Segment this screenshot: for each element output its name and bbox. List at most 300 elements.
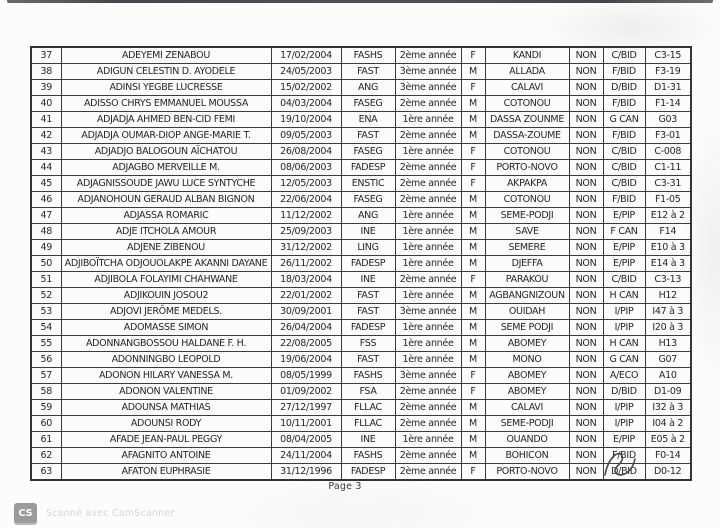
room-code: H12 <box>645 288 691 304</box>
student-name: ADISSO CHRYS EMMANUEL MOUSSA <box>61 96 271 112</box>
study-year: 1ère année <box>395 112 461 128</box>
city: AKPAKPA <box>485 176 569 192</box>
birth-date: 19/10/2004 <box>271 112 341 128</box>
table-row <box>31 320 691 336</box>
table-row <box>31 448 691 464</box>
option-flag: NON <box>569 464 603 481</box>
row-number: 38 <box>31 64 61 80</box>
room-code: E14 à 3 <box>645 256 691 272</box>
row-number: 53 <box>31 304 61 320</box>
gender: F <box>461 464 485 481</box>
table-row <box>31 272 691 288</box>
option-flag: NON <box>569 256 603 272</box>
room-code: I20 à 3 <box>645 320 691 336</box>
student-roster-table <box>30 46 692 481</box>
row-number: 51 <box>31 272 61 288</box>
option-flag: NON <box>569 112 603 128</box>
center-code: E/PIP <box>603 208 645 224</box>
center-code: E/PIP <box>603 240 645 256</box>
birth-date: 26/11/2002 <box>271 256 341 272</box>
city: AGBANGNIZOUN <box>485 288 569 304</box>
student-name: ADEYEMI ZENABOU <box>61 47 271 64</box>
table-row <box>31 112 691 128</box>
student-name: ADOMASSE SIMON <box>61 320 271 336</box>
option-flag: NON <box>569 400 603 416</box>
faculty-code: FAST <box>341 304 395 320</box>
scan-edge-artifact <box>7 0 713 3</box>
table-row <box>31 160 691 176</box>
birth-date: 08/04/2005 <box>271 432 341 448</box>
row-number: 56 <box>31 352 61 368</box>
row-number: 63 <box>31 464 61 481</box>
faculty-code: FAST <box>341 288 395 304</box>
option-flag: NON <box>569 368 603 384</box>
gender: F <box>461 368 485 384</box>
faculty-code: INE <box>341 272 395 288</box>
center-code: E/PIP <box>603 256 645 272</box>
study-year: 3ème année <box>395 64 461 80</box>
faculty-code: FADESP <box>341 256 395 272</box>
student-name: ADJADJO BALOGOUN AÏCHATOU <box>61 144 271 160</box>
room-code: D1-31 <box>645 80 691 96</box>
room-code: I32 à 3 <box>645 400 691 416</box>
city: SEME-PODJI <box>485 416 569 432</box>
room-code: F1-14 <box>645 96 691 112</box>
room-code: D0-12 <box>645 464 691 481</box>
center-code: G CAN <box>603 112 645 128</box>
student-name: ADJANOHOUN GERAUD ALBAN BIGNON <box>61 192 271 208</box>
city: SEME PODJI <box>485 320 569 336</box>
faculty-code: FAST <box>341 352 395 368</box>
faculty-code: ANG <box>341 208 395 224</box>
study-year: 1ère année <box>395 352 461 368</box>
birth-date: 04/03/2004 <box>271 96 341 112</box>
student-name: ADJOVI JERÔME MEDELS. <box>61 304 271 320</box>
study-year: 3ème année <box>395 368 461 384</box>
room-code: F1-05 <box>645 192 691 208</box>
page-number: Page 3 <box>328 481 362 492</box>
study-year: 1ère année <box>395 240 461 256</box>
option-flag: NON <box>569 144 603 160</box>
birth-date: 24/11/2004 <box>271 448 341 464</box>
birth-date: 26/04/2004 <box>271 320 341 336</box>
city: COTONOU <box>485 192 569 208</box>
gender: F <box>461 80 485 96</box>
birth-date: 19/06/2004 <box>271 352 341 368</box>
city: DASSA ZOUNME <box>485 112 569 128</box>
table-row <box>31 224 691 240</box>
study-year: 1ère année <box>395 208 461 224</box>
center-code: F/BID <box>603 128 645 144</box>
table-row <box>31 416 691 432</box>
study-year: 2ème année <box>395 464 461 481</box>
gender: M <box>461 112 485 128</box>
study-year: 2ème année <box>395 400 461 416</box>
birth-date: 25/09/2003 <box>271 224 341 240</box>
student-name: ADOUNSI RODY <box>61 416 271 432</box>
table-row <box>31 47 691 64</box>
faculty-code: FSA <box>341 384 395 400</box>
faculty-code: FASEG <box>341 144 395 160</box>
faculty-code: ENSTIC <box>341 176 395 192</box>
room-code: I04 à 2 <box>645 416 691 432</box>
row-number: 41 <box>31 112 61 128</box>
center-code: C/BID <box>603 176 645 192</box>
student-name: ADJIBOLA FOLAYIMI CHAHWANE <box>61 272 271 288</box>
room-code: F3-01 <box>645 128 691 144</box>
room-code: E10 à 3 <box>645 240 691 256</box>
table-row <box>31 96 691 112</box>
study-year: 2ème année <box>395 192 461 208</box>
city: KANDI <box>485 47 569 64</box>
row-number: 47 <box>31 208 61 224</box>
birth-date: 22/06/2004 <box>271 192 341 208</box>
option-flag: NON <box>569 176 603 192</box>
row-number: 45 <box>31 176 61 192</box>
center-code: C/BID <box>603 160 645 176</box>
birth-date: 08/06/2003 <box>271 160 341 176</box>
city: OUIDAH <box>485 304 569 320</box>
birth-date: 27/12/1997 <box>271 400 341 416</box>
row-number: 60 <box>31 416 61 432</box>
table-row <box>31 192 691 208</box>
center-code: F/BID <box>603 448 645 464</box>
row-number: 37 <box>31 47 61 64</box>
student-name: ADJADJA AHMED BEN-CID FEMI <box>61 112 271 128</box>
table-row <box>31 288 691 304</box>
city: OUANDO <box>485 432 569 448</box>
table-row <box>31 64 691 80</box>
room-code: F0-14 <box>645 448 691 464</box>
study-year: 3ème année <box>395 304 461 320</box>
option-flag: NON <box>569 224 603 240</box>
center-code: H CAN <box>603 336 645 352</box>
row-number: 59 <box>31 400 61 416</box>
faculty-code: FLLAC <box>341 416 395 432</box>
gender: M <box>461 400 485 416</box>
room-code: C3-13 <box>645 272 691 288</box>
study-year: 1ère année <box>395 432 461 448</box>
student-name: ADJASSA ROMARIC <box>61 208 271 224</box>
center-code: I/PIP <box>603 416 645 432</box>
room-code: A10 <box>645 368 691 384</box>
camscanner-watermark <box>14 503 175 523</box>
row-number: 61 <box>31 432 61 448</box>
city: CALAVI <box>485 400 569 416</box>
faculty-code: INE <box>341 224 395 240</box>
option-flag: NON <box>569 64 603 80</box>
center-code: I/PIP <box>603 304 645 320</box>
faculty-code: FAST <box>341 64 395 80</box>
study-year: 2ème année <box>395 416 461 432</box>
birth-date: 17/02/2004 <box>271 47 341 64</box>
city: SEMERE <box>485 240 569 256</box>
student-name: ADONNANGBOSSOU HALDANE F. H. <box>61 336 271 352</box>
center-code: C/BID <box>603 272 645 288</box>
city: ALLADA <box>485 64 569 80</box>
student-name: ADONON HILARY VANESSA M. <box>61 368 271 384</box>
student-name: ADJAGNISSOUDE JAWU LUCE SYNTYCHE <box>61 176 271 192</box>
gender: M <box>461 432 485 448</box>
study-year: 2ème année <box>395 160 461 176</box>
room-code: I47 à 3 <box>645 304 691 320</box>
camscanner-watermark-text: Scanné avec CamScanner <box>46 507 175 519</box>
gender: M <box>461 192 485 208</box>
student-name: ADJE ITCHOLA AMOUR <box>61 224 271 240</box>
city: SAVE <box>485 224 569 240</box>
option-flag: NON <box>569 432 603 448</box>
room-code: C1-11 <box>645 160 691 176</box>
study-year: 2ème année <box>395 96 461 112</box>
room-code: C-008 <box>645 144 691 160</box>
city: ABOMEY <box>485 384 569 400</box>
study-year: 1ère année <box>395 320 461 336</box>
study-year: 1ère année <box>395 224 461 240</box>
city: PORTO-NOVO <box>485 464 569 481</box>
room-code: G03 <box>645 112 691 128</box>
table-row <box>31 432 691 448</box>
birth-date: 31/12/2002 <box>271 240 341 256</box>
city: CALAVI <box>485 80 569 96</box>
option-flag: NON <box>569 47 603 64</box>
gender: M <box>461 240 485 256</box>
camscanner-logo-icon: CS <box>14 503 37 523</box>
center-code: I/PIP <box>603 320 645 336</box>
birth-date: 30/09/2001 <box>271 304 341 320</box>
gender: F <box>461 176 485 192</box>
center-code: D/BID <box>603 464 645 481</box>
row-number: 52 <box>31 288 61 304</box>
gender: F <box>461 272 485 288</box>
birth-date: 26/08/2004 <box>271 144 341 160</box>
gender: M <box>461 128 485 144</box>
study-year: 2ème année <box>395 448 461 464</box>
city: COTONOU <box>485 144 569 160</box>
faculty-code: ANG <box>341 80 395 96</box>
center-code: D/BID <box>603 384 645 400</box>
birth-date: 18/03/2004 <box>271 272 341 288</box>
faculty-code: FASHS <box>341 448 395 464</box>
row-number: 40 <box>31 96 61 112</box>
room-code: D1-09 <box>645 384 691 400</box>
faculty-code: FASHS <box>341 368 395 384</box>
faculty-code: LING <box>341 240 395 256</box>
student-name: AFAGNITO ANTOINE <box>61 448 271 464</box>
gender: F <box>461 144 485 160</box>
study-year: 2ème année <box>395 272 461 288</box>
faculty-code: FADESP <box>341 160 395 176</box>
row-number: 58 <box>31 384 61 400</box>
study-year: 3ème année <box>395 80 461 96</box>
faculty-code: INE <box>341 432 395 448</box>
option-flag: NON <box>569 240 603 256</box>
row-number: 46 <box>31 192 61 208</box>
room-code: F14 <box>645 224 691 240</box>
city: PORTO-NOVO <box>485 160 569 176</box>
student-name: ADJIKOUIN JOSOU2 <box>61 288 271 304</box>
city: PARAKOU <box>485 272 569 288</box>
room-code: G07 <box>645 352 691 368</box>
student-name: ADONON VALENTINE <box>61 384 271 400</box>
row-number: 43 <box>31 144 61 160</box>
table-row <box>31 304 691 320</box>
birth-date: 11/12/2002 <box>271 208 341 224</box>
student-name: ADONNINGBO LEOPOLD <box>61 352 271 368</box>
faculty-code: FLLAC <box>341 400 395 416</box>
room-code: E12 à 2 <box>645 208 691 224</box>
faculty-code: FAST <box>341 128 395 144</box>
student-table-body <box>31 47 691 480</box>
gender: F <box>461 384 485 400</box>
study-year: 1ère année <box>395 288 461 304</box>
student-name: ADOUNSA MATHIAS <box>61 400 271 416</box>
center-code: E/PIP <box>603 432 645 448</box>
study-year: 1ère année <box>395 336 461 352</box>
table-row <box>31 336 691 352</box>
center-code: I/PIP <box>603 400 645 416</box>
birth-date: 22/08/2005 <box>271 336 341 352</box>
option-flag: NON <box>569 448 603 464</box>
row-number: 54 <box>31 320 61 336</box>
study-year: 2ème année <box>395 47 461 64</box>
gender: M <box>461 64 485 80</box>
gender: M <box>461 96 485 112</box>
gender: M <box>461 304 485 320</box>
birth-date: 10/11/2001 <box>271 416 341 432</box>
table-row <box>31 128 691 144</box>
student-name: ADJENE ZIBENOU <box>61 240 271 256</box>
city: DJEFFA <box>485 256 569 272</box>
row-number: 50 <box>31 256 61 272</box>
table-row <box>31 256 691 272</box>
room-code: E05 à 2 <box>645 432 691 448</box>
table-row <box>31 208 691 224</box>
handwritten-mark <box>598 446 642 482</box>
row-number: 55 <box>31 336 61 352</box>
study-year: 1ère année <box>395 144 461 160</box>
row-number: 49 <box>31 240 61 256</box>
gender: M <box>461 352 485 368</box>
row-number: 57 <box>31 368 61 384</box>
gender: M <box>461 224 485 240</box>
table-row <box>31 80 691 96</box>
study-year: 2ème année <box>395 384 461 400</box>
faculty-code: FADESP <box>341 464 395 481</box>
faculty-code: FASEG <box>341 192 395 208</box>
faculty-code: FASEG <box>341 96 395 112</box>
gender: M <box>461 320 485 336</box>
table-row <box>31 384 691 400</box>
center-code: G CAN <box>603 352 645 368</box>
gender: F <box>461 47 485 64</box>
study-year: 2ème année <box>395 176 461 192</box>
birth-date: 24/05/2003 <box>271 64 341 80</box>
student-name: AFATON EUPHRASIE <box>61 464 271 481</box>
row-number: 62 <box>31 448 61 464</box>
study-year: 1ère année <box>395 256 461 272</box>
faculty-code: FSS <box>341 336 395 352</box>
birth-date: 09/05/2003 <box>271 128 341 144</box>
center-code: C/BID <box>603 47 645 64</box>
option-flag: NON <box>569 128 603 144</box>
city: MONO <box>485 352 569 368</box>
room-code: C3-31 <box>645 176 691 192</box>
table-row <box>31 352 691 368</box>
city: DASSA-ZOUME <box>485 128 569 144</box>
faculty-code: FASHS <box>341 47 395 64</box>
option-flag: NON <box>569 208 603 224</box>
room-code: C3-15 <box>645 47 691 64</box>
room-code: H13 <box>645 336 691 352</box>
gender: M <box>461 416 485 432</box>
faculty-code: FADESP <box>341 320 395 336</box>
gender: M <box>461 448 485 464</box>
city: ABOMEY <box>485 336 569 352</box>
birth-date: 12/05/2003 <box>271 176 341 192</box>
table-row <box>31 400 691 416</box>
table-row <box>31 240 691 256</box>
table-row <box>31 144 691 160</box>
row-number: 48 <box>31 224 61 240</box>
birth-date: 01/09/2002 <box>271 384 341 400</box>
room-code: F3-19 <box>645 64 691 80</box>
birth-date: 22/01/2002 <box>271 288 341 304</box>
center-code: D/BID <box>603 80 645 96</box>
gender: M <box>461 208 485 224</box>
center-code: A/ECO <box>603 368 645 384</box>
city: COTONOU <box>485 96 569 112</box>
city: BOHICON <box>485 448 569 464</box>
option-flag: NON <box>569 336 603 352</box>
table-row <box>31 176 691 192</box>
student-name: AFADE JEAN-PAUL PEGGY <box>61 432 271 448</box>
center-code: F/BID <box>603 192 645 208</box>
gender: M <box>461 256 485 272</box>
student-name: ADJIBOÏTCHA ODJOUOLAKPE AKANNI DAYANE <box>61 256 271 272</box>
city: ABOMEY <box>485 368 569 384</box>
city: SEME-PODJI <box>485 208 569 224</box>
student-name: ADJAGBO MERVEILLE M. <box>61 160 271 176</box>
center-code: F/BID <box>603 64 645 80</box>
student-name: ADIGUN CELESTIN D. AYODELE <box>61 64 271 80</box>
faculty-code: ENA <box>341 112 395 128</box>
row-number: 44 <box>31 160 61 176</box>
center-code: H CAN <box>603 288 645 304</box>
center-code: C/BID <box>603 144 645 160</box>
option-flag: NON <box>569 80 603 96</box>
option-flag: NON <box>569 304 603 320</box>
gender: M <box>461 288 485 304</box>
center-code: F CAN <box>603 224 645 240</box>
option-flag: NON <box>569 272 603 288</box>
option-flag: NON <box>569 160 603 176</box>
table-row <box>31 368 691 384</box>
gender: F <box>461 160 485 176</box>
option-flag: NON <box>569 192 603 208</box>
birth-date: 08/05/1999 <box>271 368 341 384</box>
gender: M <box>461 336 485 352</box>
option-flag: NON <box>569 384 603 400</box>
option-flag: NON <box>569 320 603 336</box>
option-flag: NON <box>569 416 603 432</box>
table-row <box>31 464 691 481</box>
row-number: 39 <box>31 80 61 96</box>
study-year: 2ème année <box>395 128 461 144</box>
student-name: ADJADJA OUMAR-DIOP ANGE-MARIE T. <box>61 128 271 144</box>
option-flag: NON <box>569 96 603 112</box>
center-code: F/BID <box>603 96 645 112</box>
birth-date: 31/12/1996 <box>271 464 341 481</box>
